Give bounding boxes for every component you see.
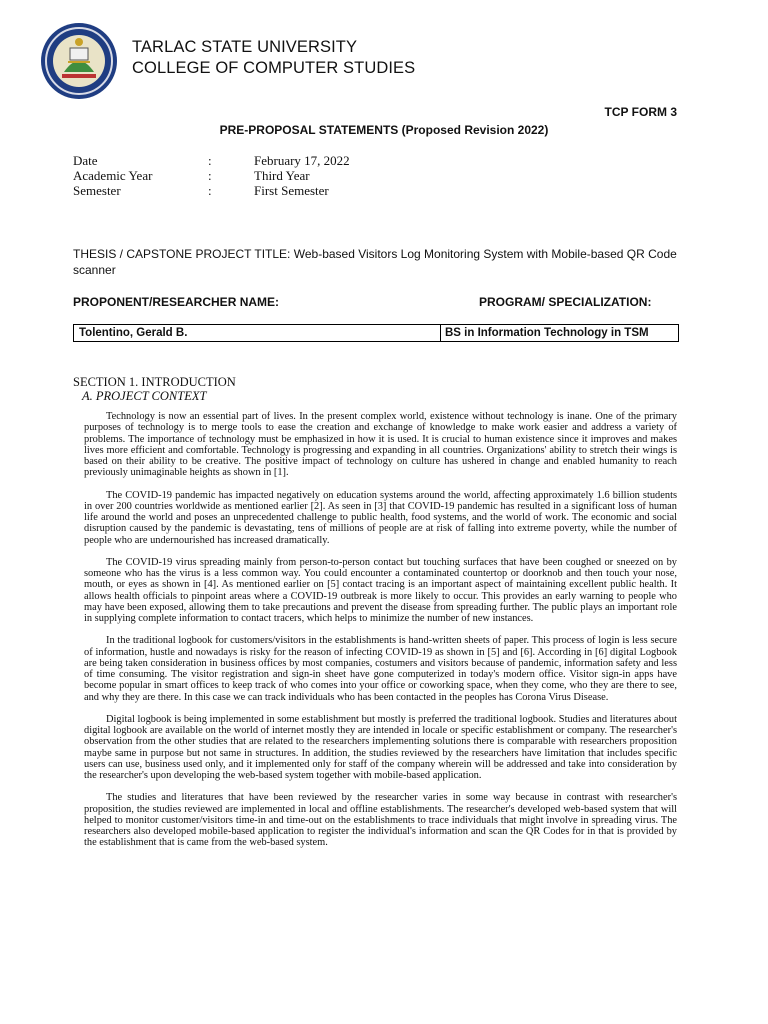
meta-separator: :	[208, 183, 212, 198]
paragraph: Technology is now an essential part of lives. In the present complex world, existence without technology is inane. One of the primary purposes of technology is to merge tools to ease the creation and exchange of knowledge to make work easier and address a variety of problems. The importance of technology must be emphasized in how it is used. It is crucial to human existence since it improves and makes lives more efficient and comfortable. Technology is progressing and expanding in all countries. Organizations' ability to stretch their wings is based on their ability to be creative. The positive impact of technology on culture has ushered in change and enabled humanity to reach previously unimaginable heights as shown in [1].	[84, 411, 677, 479]
project-title	[73, 247, 683, 278]
meta-label: Academic Year	[73, 168, 153, 183]
meta-block	[73, 153, 350, 198]
form-title: PRE-PROPOSAL STATEMENTS (Proposed Revision 2022)	[219, 123, 549, 137]
paragraph: The COVID-19 virus spreading mainly from person-to-person contact but touching surfaces that have been coughed or sneezed on by someone who has the virus is a less common way. You could encounter a contaminated countertop or doorknob and then touch your nose, mouth, or eyes as shown in [4]. As mentioned earlier on [5] contact tracing is an important aspect of maintaining excellent public health. It allows health officials to pinpoint areas where a COVID-19 outbreak is more likely to occur. This provides an early warning to people who may have been exposed, allowing them to take precautions and prevent the disease from spreading further. The public plays an important role in supplying complete information to contact tracers, which helps to minimize the number of new instances.	[84, 556, 677, 624]
meta-label: Semester	[73, 183, 121, 198]
paragraph: In the traditional logbook for customers/visitors in the establishments is hand-written sheets of paper. This process of login is less secure of information, hustle and nowadays is risky for the reason of infecting COVID-19 as shown in [5] and [6]. According in [6] digital Logbook are being taken consideration in business offices by most companies, costumers and visitors because of pandemic, information safety and less of time consuming. The visitor registration and sign-in sheet have gone computerized in today's modern office. Visitor sign-in apps have become popular in smart offices to keep track of who comes into your office or coworking space, when they come, who they are there to see, and why they are there. In this case we can track individuals who has been contacted in the peoples has Corona Virus Disease.	[84, 635, 677, 703]
meta-value: First Semester	[254, 183, 329, 198]
proponent-table	[73, 324, 679, 342]
paragraph: Digital logbook is being implemented in some establishment but mostly is preferred the traditional logbook. Studies and literatures about digital logbook are available on the world of internet mostly they are intended in locale or specific establishment or company. The researcher's observation from the other studies that are related to the researchers implementing solutions there is comparable with researchers proposition maybe same in purpose but not same in structures. In addition, the studies reviewed by the researchers have limitation that includes specific users can use, business used only, and it implemented only for staff of the company wherein will be addressed and take into consideration by the researcher's upon developing the web-based system together with mobile-based application.	[84, 713, 677, 781]
college-name: COLLEGE OF COMPUTER STUDIES	[132, 59, 416, 77]
meta-row-academic-year	[73, 168, 350, 183]
paragraph: The COVID-19 pandemic has impacted negatively on education systems around the world, affecting approximately 1.6 billion students in over 200 countries worldwide as mentioned earlier [2]. As seen in [3] that COVID-19 pandemic has resulted in a significant loss of human life around the world and poses an unprecedented challenge to public health, food systems, and the world of work. The economic and social disruption caused by the pandemic is devastating, tens of millions of people are at risk of falling into extreme poverty, while the number of people who are undernourished has increased dramatically.	[84, 489, 677, 546]
project-title-label: THESIS / CAPSTONE PROJECT TITLE:	[73, 247, 291, 261]
meta-value: February 17, 2022	[254, 153, 350, 168]
meta-row-semester	[73, 183, 350, 198]
meta-value: Third Year	[254, 168, 310, 183]
meta-label: Date	[73, 153, 98, 168]
program-label: PROGRAM/ SPECIALIZATION:	[479, 295, 652, 309]
form-number: TCP FORM 3	[604, 105, 677, 119]
program-value: BS in Information Technology in TSM	[445, 327, 649, 339]
proponent-name: Tolentino, Gerald B.	[74, 325, 441, 341]
meta-separator: :	[208, 168, 212, 183]
body-text	[84, 411, 677, 849]
subsection-heading: A. PROJECT CONTEXT	[82, 389, 207, 403]
proponent-label: PROPONENT/RESEARCHER NAME:	[73, 295, 280, 309]
university-header	[132, 37, 415, 79]
meta-row-date	[73, 153, 350, 168]
university-seal-icon	[40, 22, 118, 100]
project-title-value: Web-based Visitors Log Monitoring System with Mobile-based QR Code scanner	[73, 247, 677, 277]
section-heading: SECTION 1. INTRODUCTION	[73, 375, 236, 389]
paragraph: The studies and literatures that have been reviewed by the researcher varies in some way because in contrast with researcher's proposition, the studies reviewed are implemented in local and offline establishments. The researcher's developed web-based system that will helped to monitor customer/visitors time-in and time-out on the establishments to trace individuals that might involve in spreading virus. The researchers also developed mobile-based application to register the individual's information and scan the QR Codes for in that is provided by the establishment that is came from the web-based system.	[84, 792, 677, 849]
university-name: TARLAC STATE UNIVERSITY	[132, 38, 358, 56]
meta-separator: :	[208, 153, 212, 168]
